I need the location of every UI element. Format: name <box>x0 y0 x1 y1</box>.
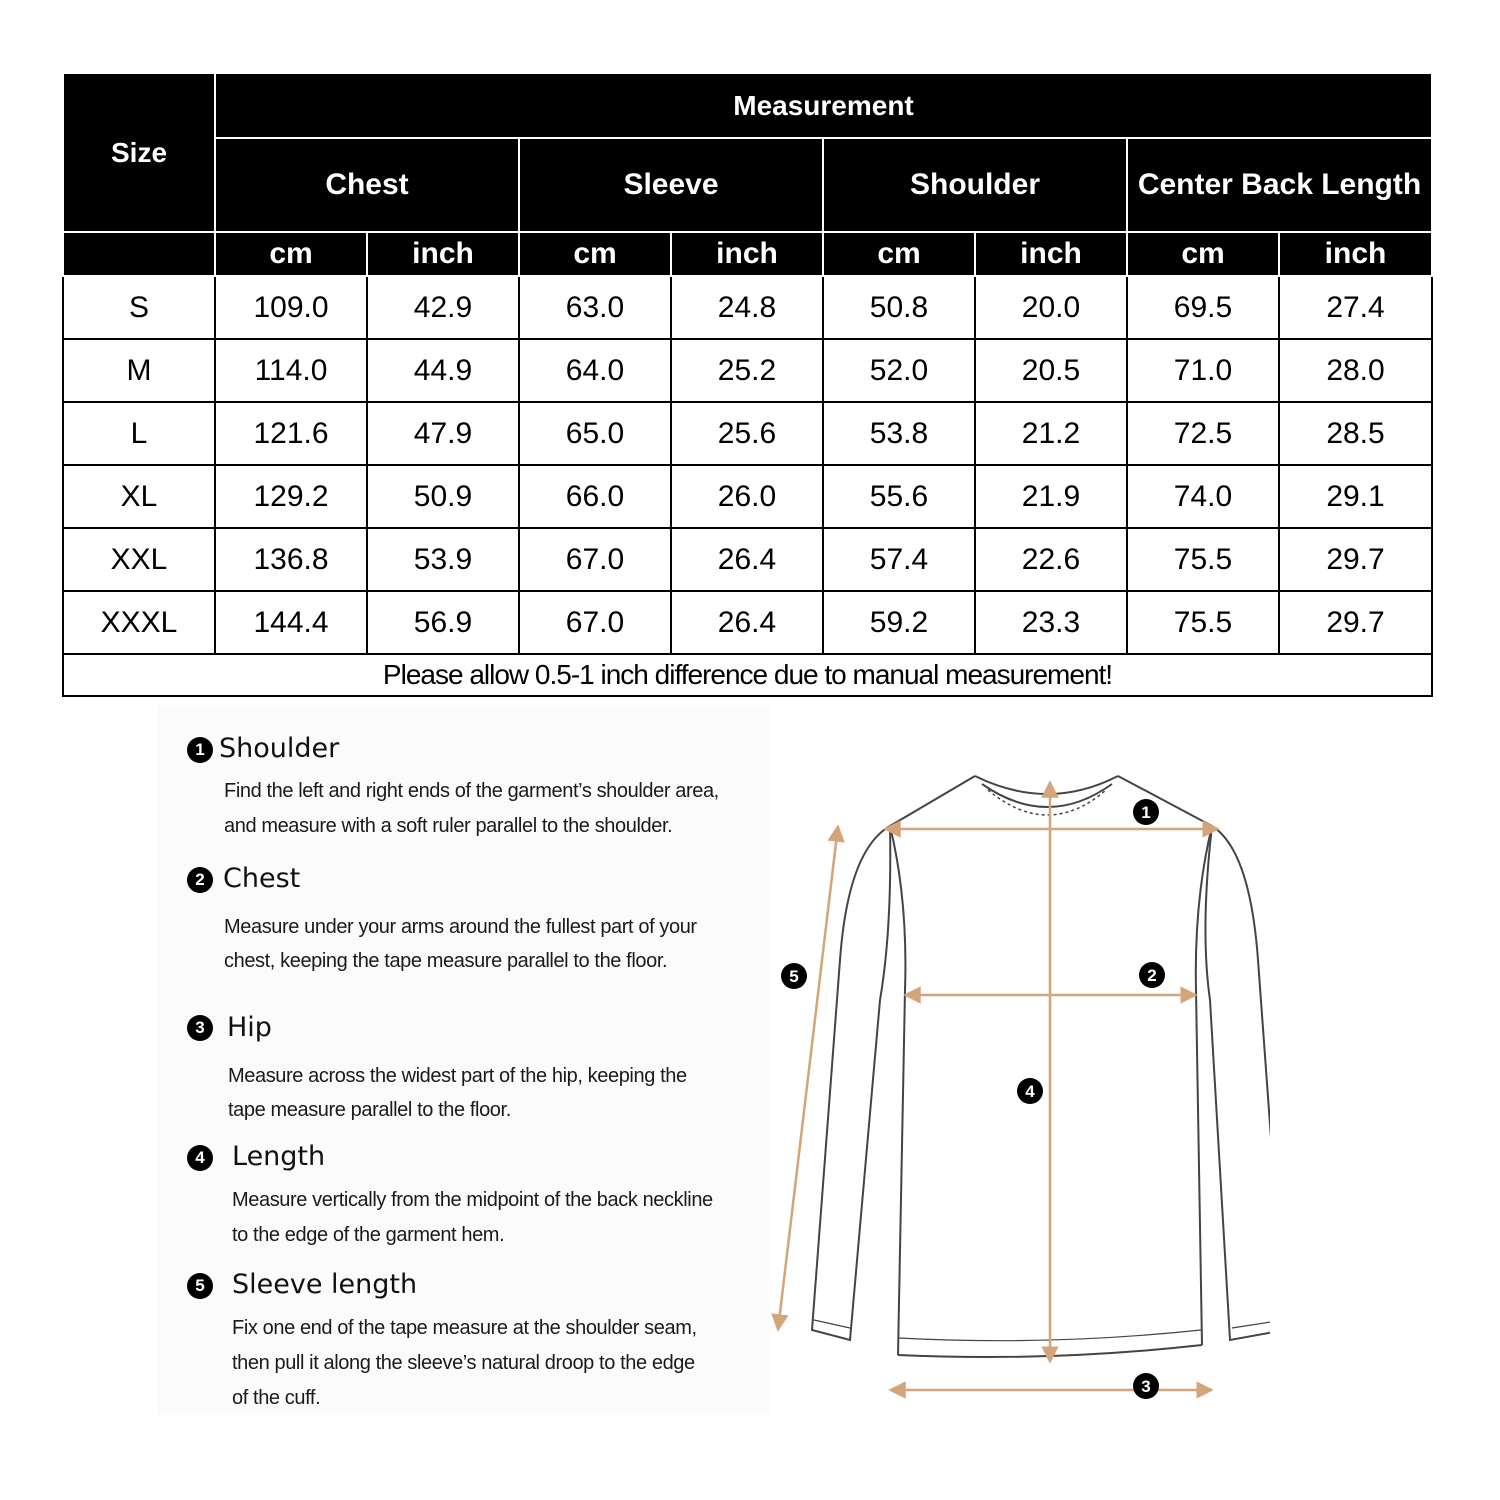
callout-3-icon <box>1133 1373 1159 1399</box>
chest-header: Chest <box>215 138 519 232</box>
value-cell: 63.0 <box>519 276 671 339</box>
guide-title: Length <box>232 1141 326 1172</box>
guide-description <box>224 774 719 844</box>
measure-lines <box>778 782 1218 1390</box>
callout-label: 1 <box>1141 803 1151 822</box>
value-cell: 23.3 <box>975 591 1127 654</box>
size-chart-table <box>62 72 1433 697</box>
sleeve-measure-line <box>778 826 838 1330</box>
guide-line: Find the left and right ends of the garment’s shoulder area, <box>224 780 719 802</box>
shirt-outline <box>812 776 1270 1357</box>
value-cell: 21.2 <box>975 402 1127 465</box>
guide-line: tape measure parallel to the floor. <box>228 1099 511 1121</box>
body-right-side <box>1196 826 1212 1345</box>
size-cell: XL <box>63 465 215 528</box>
callout-label: 4 <box>1025 1082 1035 1101</box>
value-cell: 42.9 <box>367 276 519 339</box>
guide-line: chest, keeping the tape measure parallel to the floor. <box>224 950 668 972</box>
left-cuff <box>814 1320 850 1328</box>
collar-outer <box>975 776 1118 794</box>
callout-label: 2 <box>1147 966 1157 985</box>
value-cell: 53.9 <box>367 528 519 591</box>
note-row <box>63 654 1432 696</box>
measurement-note: Please allow 0.5-1 inch difference due to manual measurement! <box>63 654 1432 696</box>
value-cell: 55.6 <box>823 465 975 528</box>
table-row <box>63 339 1432 402</box>
value-cell: 25.2 <box>671 339 823 402</box>
garment-diagram <box>770 760 1270 1420</box>
value-cell: 52.0 <box>823 339 975 402</box>
center-back-length-header: Center Back Length <box>1127 138 1432 232</box>
size-cell: S <box>63 276 215 339</box>
unit-header: inch <box>1279 232 1432 276</box>
guide-description <box>228 1059 687 1127</box>
value-cell: 75.5 <box>1127 591 1279 654</box>
callout-label: 5 <box>789 967 799 986</box>
value-cell: 109.0 <box>215 276 367 339</box>
guide-line: Fix one end of the tape measure at the shoulder seam, <box>232 1317 697 1339</box>
guide-description <box>224 910 697 978</box>
table-row <box>63 465 1432 528</box>
unit-header: cm <box>215 232 367 276</box>
value-cell: 56.9 <box>367 591 519 654</box>
sleeve-header: Sleeve <box>519 138 823 232</box>
guide-line: and measure with a soft ruler parallel to the shoulder. <box>224 815 673 837</box>
value-cell: 28.5 <box>1279 402 1432 465</box>
value-cell: 69.5 <box>1127 276 1279 339</box>
number-3-icon: 3 <box>187 1015 213 1041</box>
guide-title: Sleeve length <box>232 1269 418 1300</box>
value-cell: 29.1 <box>1279 465 1432 528</box>
guide-line: Measure across the widest part of the hip, keeping the <box>228 1065 687 1087</box>
table-row <box>63 591 1432 654</box>
table-row <box>63 528 1432 591</box>
right-cuff <box>1232 1320 1270 1328</box>
value-cell: 121.6 <box>215 402 367 465</box>
size-cell: L <box>63 402 215 465</box>
value-cell: 26.4 <box>671 528 823 591</box>
unit-header: inch <box>367 232 519 276</box>
guide-line: of the cuff. <box>232 1387 321 1409</box>
table-row <box>63 402 1432 465</box>
body-left-side <box>890 826 905 1355</box>
size-cell: M <box>63 339 215 402</box>
measurement-header: Measurement <box>215 73 1432 138</box>
value-cell: 74.0 <box>1127 465 1279 528</box>
table-row <box>63 276 1432 339</box>
guide-description <box>232 1311 697 1416</box>
number-4-icon: 4 <box>187 1145 213 1171</box>
value-cell: 129.2 <box>215 465 367 528</box>
value-cell: 64.0 <box>519 339 671 402</box>
size-cell: XXL <box>63 528 215 591</box>
callout-2-icon <box>1139 962 1165 988</box>
guide-title: Shoulder <box>219 733 340 764</box>
guide-title: Hip <box>227 1012 272 1043</box>
value-cell: 67.0 <box>519 591 671 654</box>
guide-line: Measure vertically from the midpoint of the back neckline <box>232 1189 713 1211</box>
value-cell: 72.5 <box>1127 402 1279 465</box>
value-cell: 65.0 <box>519 402 671 465</box>
right-sleeve <box>1205 826 1270 1340</box>
value-cell: 26.0 <box>671 465 823 528</box>
value-cell: 71.0 <box>1127 339 1279 402</box>
guide-line: then pull it along the sleeve’s natural droop to the edge <box>232 1352 695 1374</box>
value-cell: 50.8 <box>823 276 975 339</box>
value-cell: 67.0 <box>519 528 671 591</box>
right-shoulder <box>1118 776 1212 826</box>
value-cell: 25.6 <box>671 402 823 465</box>
value-cell: 59.2 <box>823 591 975 654</box>
callout-4-icon <box>1017 1078 1043 1104</box>
size-header-spacer <box>63 232 215 276</box>
number-2-icon: 2 <box>187 867 213 893</box>
value-cell: 66.0 <box>519 465 671 528</box>
unit-header: cm <box>823 232 975 276</box>
value-cell: 47.9 <box>367 402 519 465</box>
value-cell: 144.4 <box>215 591 367 654</box>
value-cell: 20.0 <box>975 276 1127 339</box>
unit-header: inch <box>671 232 823 276</box>
left-shoulder <box>890 776 975 826</box>
value-cell: 26.4 <box>671 591 823 654</box>
value-cell: 50.9 <box>367 465 519 528</box>
callout-5-icon <box>781 963 807 989</box>
value-cell: 24.8 <box>671 276 823 339</box>
guide-description <box>232 1183 713 1253</box>
left-sleeve <box>812 826 890 1340</box>
value-cell: 22.6 <box>975 528 1127 591</box>
size-header: Size <box>63 73 215 232</box>
unit-header: cm <box>1127 232 1279 276</box>
callout-1-icon <box>1133 799 1159 825</box>
value-cell: 53.8 <box>823 402 975 465</box>
value-cell: 57.4 <box>823 528 975 591</box>
value-cell: 136.8 <box>215 528 367 591</box>
number-1-icon: 1 <box>187 737 213 763</box>
unit-header: inch <box>975 232 1127 276</box>
number-5-icon: 5 <box>187 1273 213 1299</box>
guide-title: Chest <box>223 863 301 894</box>
guide-line: to the edge of the garment hem. <box>232 1224 505 1246</box>
value-cell: 20.5 <box>975 339 1127 402</box>
size-cell: XXXL <box>63 591 215 654</box>
value-cell: 28.0 <box>1279 339 1432 402</box>
value-cell: 29.7 <box>1279 528 1432 591</box>
value-cell: 21.9 <box>975 465 1127 528</box>
shoulder-header: Shoulder <box>823 138 1127 232</box>
measuring-guide <box>157 705 770 1415</box>
value-cell: 114.0 <box>215 339 367 402</box>
value-cell: 29.7 <box>1279 591 1432 654</box>
value-cell: 27.4 <box>1279 276 1432 339</box>
unit-header: cm <box>519 232 671 276</box>
value-cell: 75.5 <box>1127 528 1279 591</box>
callout-label: 3 <box>1141 1377 1151 1396</box>
guide-line: Measure under your arms around the fullest part of your <box>224 916 697 938</box>
value-cell: 44.9 <box>367 339 519 402</box>
